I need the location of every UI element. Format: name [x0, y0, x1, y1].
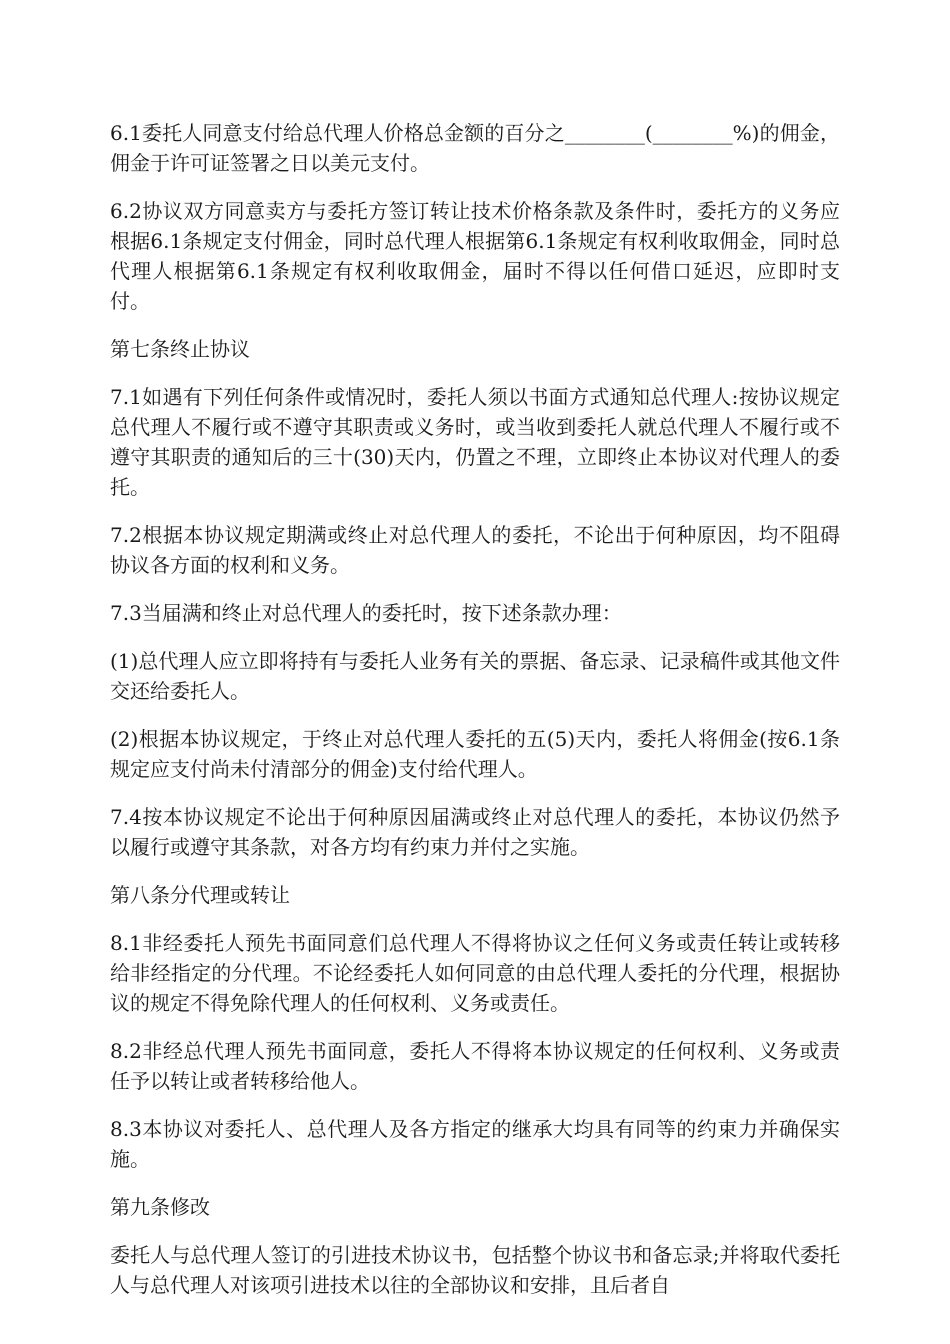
clause-6-1: 6.1委托人同意支付给总代理人价格总金额的百分之________(________%)的佣金，佣金于许可证签署之日以美元支付。 — [110, 121, 840, 175]
clause-8-3: 8.3本协议对委托人、总代理人及各方指定的继承大均具有同等的约束力并确保实施。 — [110, 1117, 840, 1171]
clause-8-1: 8.1非经委托人预先书面同意们总代理人不得将协议之任何义务或责任转让或转移给非经指定的分代理。不论经委托人如何同意的由总代理人委托的分代理，根据协议的规定不得免除代理人的任何权利、义务或责任。 — [110, 931, 840, 1015]
clause-7-3: 7.3当届满和终止对总代理人的委托时，按下述条款办理： — [110, 601, 622, 625]
article-8-heading: 第八条分代理或转让 — [110, 883, 290, 907]
clause-8-2: 8.2非经总代理人预先书面同意，委托人不得将本协议规定的任何权利、义务或责任予以转让或者转移给他人。 — [110, 1039, 840, 1093]
clause-7-1: 7.1如遇有下列任何条件或情况时，委托人须以书面方式通知总代理人:按协议规定总代理人不履行或不遵守其职责或义务时，或当收到委托人就总代理人不履行或不遵守其职责的通知后的三十(30)天内，仍置之不理，立即终止本协议对代理人的委托。 — [110, 385, 840, 499]
article-7-heading: 第七条终止协议 — [110, 337, 250, 361]
clause-6-2: 6.2协议双方同意卖方与委托方签订转让技术价格条款及条件时，委托方的义务应根据6.1条规定支付佣金，同时总代理人根据第6.1条规定有权利收取佣金，同时总代理人根据第6.1条规定有权利收取佣金，届时不得以任何借口延迟，应即时支付。 — [110, 199, 840, 313]
clause-7-3-item-1: (1)总代理人应立即将持有与委托人业务有关的票据、备忘录、记录稿件或其他文件交还给委托人。 — [110, 649, 840, 703]
clause-7-4: 7.4按本协议规定不论出于何种原因届满或终止对总代理人的委托，本协议仍然予以履行或遵守其条款，对各方均有约束力并付之实施。 — [110, 805, 840, 859]
article-9-heading: 第九条修改 — [110, 1195, 210, 1219]
document-body — [110, 118, 840, 1318]
clause-7-3-item-2: (2)根据本协议规定，于终止对总代理人委托的五(5)天内，委托人将佣金(按6.1条规定应支付尚未付清部分的佣金)支付给代理人。 — [110, 727, 840, 781]
article-9-text: 委托人与总代理人签订的引进技术协议书，包括整个协议书和备忘录;并将取代委托人与总代理人对该项引进技术以往的全部协议和安排，且后者自 — [110, 1243, 840, 1297]
clause-7-2: 7.2根据本协议规定期满或终止对总代理人的委托，不论出于何种原因，均不阻碍协议各方面的权利和义务。 — [110, 523, 840, 577]
